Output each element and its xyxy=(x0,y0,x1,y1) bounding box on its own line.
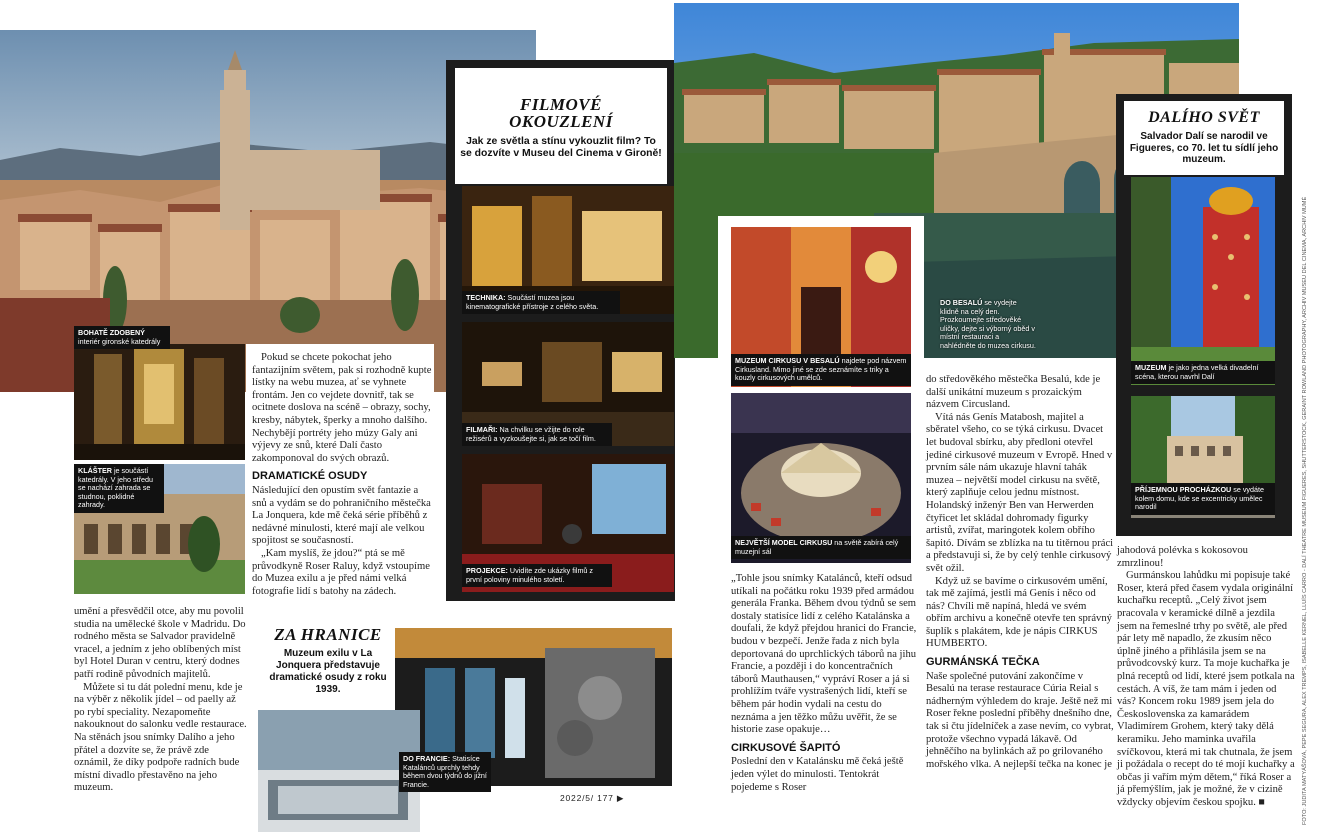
film-box-title-2: OKOUZLENÍ xyxy=(509,112,613,131)
paragraph: Můžete si tu dát polední menu, kde je na výběr z několik jídel – od paelly až po rybí speciality. Nezapomeňte nakouknout do salonku vedle restaurace. Na stěnách jsou snímky Dalího a jeho přátel a dozvíte se, že právě zde oznámil, že díky podpoře radních bude místní divadlo přestavěno na jeho muzeum. xyxy=(74,681,247,794)
paragraph: jahodová polévka s kokosovou zmrzlinou! xyxy=(1117,545,1248,569)
caption-projekce xyxy=(462,564,612,587)
caption-text: interiér gironské katedrály xyxy=(78,336,161,346)
heading-cirkusove-sapito: CIRKUSOVÉ ŠAPITÓ xyxy=(731,741,841,754)
exile-museum-photo-2 xyxy=(258,710,420,832)
paragraph: Vítá nás Genís Matabosh, majitel a sběratel všeho, co se týká cirkusu. Dvacet let budoval sbírku, aby předloni otevřel jediné cirkusové muzeum v Evropě. Hned v prvním sále nám ukazuje hlavní tahák muzea – největší model cirkusu na světě, který zaplňuje celou jednu místnost. Holandský inženýr Ben van Herwerden čtyřicet let skládal dohromady figurky artistů, zvířat, maringotek kolem obřího šapitó. Dívám se zblízka na tu titěrnou práci a představuji si, že by celý tenhle cirkusový svět ožil. xyxy=(926,411,1114,574)
photo-credit: FOTO: JUDITA MATYÁŠOVÁ, PEPE SEGURA, ALEX TREMPS, ISABELLE KERNEL, LLUÍS CARRO - DALÍ THEATRE MUSEUM FIGUERES, SHUTTERSTOCK, GERAINT ROWLAND PHOTOGRAPHY, ARCHIV MUSEU DEL CINEMA, ARCHIV MUMÉ xyxy=(1302,196,1308,825)
caption-cirkus xyxy=(731,354,911,386)
caption-bold: PŘÍJEMNOU PROCHÁZKOU xyxy=(1135,485,1232,494)
paragraph: umění a přesvědčil otce, aby mu povolil studia na umělecké škole v Madridu. Do rodného města se Salvador pravidelně vracel, a jedním z jeho oblíbených míst byl Hotel Duran v centru, který dodnes patří rodině původních majitelů. xyxy=(74,606,246,680)
article-col-2 xyxy=(74,606,248,795)
caption-do-francie xyxy=(399,752,491,792)
caption-technika xyxy=(462,291,620,314)
caption-text: je součástí katedrály. V jeho středu se nachází zahrada se studnou, poklidné zahrady. xyxy=(78,466,153,510)
right-col-3 xyxy=(1117,545,1297,809)
caption-dali-prochazka xyxy=(1131,483,1275,515)
caption-bold: FILMAŘI: xyxy=(466,425,498,434)
caption-text: najdete pod názvem Cirkusland. Mimo jiné se zde seznámíte s triky a kouzly cirkusových umělců. xyxy=(735,356,907,383)
paragraph: do středověkého městečka Besalú, kde je další unikátní muzeum s prozaickým názvem Circusland. xyxy=(926,374,1101,411)
paragraph: Naše společné putování zakončíme v Besalú na terase restaurace Cúria Reial s nádherným výhledem do kraje. Ještě než mi Roser řekne poslední příběhy dnešního dne, tak si čtu jídelníček a zase nevím, co vybrat, protože všechno vypadá lákavě. Od jehněčího na bylinkách až po grilovaného mořského vlka. A nejlepší tečka na konec je xyxy=(926,670,1114,770)
paragraph: „Kam myslíš, že jdou?“ ptá se mě průvodkyně Roser Raluy, když vstoupíme do Muzea exilu a je před námi velká fotografie lidí s batohy na zádech. xyxy=(252,547,430,597)
caption-text: se vydáte kolem domu, kde se excentricky umělec narodil xyxy=(1135,485,1265,512)
film-box-title-1: FILMOVÉ xyxy=(520,95,602,114)
caption-text: je jako jedna velká divadelní scéna, kterou navrhl Dalí xyxy=(1135,363,1259,381)
article-col-1 xyxy=(252,352,434,598)
paragraph: Následující den opustím svět fantazie a snů a vydám se do pohraničního městečka La Jonquera, kde mě čeká série příběhů z nedávné minulosti, které mají ale velkou spojitost se současností. xyxy=(252,484,431,547)
caption-bold: TECHNIKA: xyxy=(466,293,506,302)
caption-text: se vydejte klidně na celý den. Prozkoumejte středověké uličky, dejte si výborný oběd v místní restauraci a nahlédněte do muzea cirkusu. xyxy=(940,298,1036,350)
dali-box-title: DALÍHO SVĚT xyxy=(1148,109,1260,126)
caption-interior xyxy=(74,326,170,349)
heading-dramaticke-osudy: DRAMATICKÉ OSUDY xyxy=(252,470,368,483)
caption-bold: MUZEUM CIRKUSU V BESALÚ xyxy=(735,356,840,365)
caption-text: Součástí muzea jsou kinematografické přístroje z celého světa. xyxy=(466,293,599,311)
caption-text: Uvidíte zde ukázky filmů z první poloviny minulého století. xyxy=(466,566,594,584)
next-arrow-icon: ▶ xyxy=(616,793,625,803)
page-number xyxy=(560,793,640,804)
paragraph: Gurmánskou lahůdku mi popisuje také Roser, která před časem vydala originální kuchařku receptů. „Celý život jsem pracovala v keramické dílně a jezdila jsem na řemeslné trhy po světě, ale před pár lety mě napadlo, že zkusím něco úplně jiného a přihlásila jsem se na průvodcovský kurz. Ta moje kuchařka je plná receptů od lidí, které jsem potkala na cestách. A víš, že tam mám i jeden od vás? Koncem roku 1989 jsem jela do Československa za kamarádem Vladimírem Grohem, který taky dělá keramiku. Jeho maminka uvařila svíčkovou, která mi tak chutnala, že jsem ji požádala o recept do té mojí kuchařky a občas ji vařím mým dětem,“ říká Roser a já přemýšlím, jak je možné, že v cizině vždycky objevím českou spojku. ■ xyxy=(1117,570,1295,808)
page-number-text: 2022/5/ 177 xyxy=(560,793,614,803)
paragraph: „Tohle jsou snímky Katalánců, kteří odsud utíkali na počátku roku 1939 před armádou generála Franka. Během dvou týdnů se sem dostaly statisíce lidí z celého Katalánska a doufali, že když přejdou hranici do Francie, budou v bezpečí. Jenže řada z nich byla deportovaná do uprchlických táborů na jihu Francie, a později i do koncentračních táborů Mauthausen,“ vypráví Roser a já si prohlížím tváře vystrašených lidí, kteří se během pár hodin vydali na cestu do neznáma a jen těžko můžu uvěřit, že se historie zase opakuje… xyxy=(731,573,917,736)
hranice-subtitle: Muzeum exilu v La Jonquera představuje dramatické osudy z roku 1939. xyxy=(269,648,387,695)
caption-bold: NEJVĚTŠÍ MODEL CIRKUSU xyxy=(735,538,833,547)
caption-bold: MUZEUM xyxy=(1135,363,1167,372)
caption-bold: BOHATĚ ZDOBENÝ xyxy=(78,328,145,337)
heading-gurmanska-tecka: GURMÁNSKÁ TEČKA xyxy=(926,656,1040,669)
paragraph: Poslední den v Katalánsku mě čeká ještě jeden výlet do minulosti. Tentokrát pojedeme s Roser xyxy=(731,756,904,793)
caption-bold: PROJEKCE: xyxy=(466,566,508,575)
caption-text: Na chvilku se vžijte do role režisérů a vyzkoušejte si, jak se točí film. xyxy=(466,425,596,443)
right-col-2 xyxy=(926,374,1114,771)
hranice-title: ZA HRANICE xyxy=(274,625,382,644)
paragraph: Když už se bavíme o cirkusovém umění, tak mě zajímá, jestli má Genís i něco od nás? Chvíli mě napíná, hledá ve svém obřím archivu a konečně otevře ten správný šuplík s plakátem, kde je nápis CIRKUS HUMBERTO. xyxy=(926,575,1112,650)
paragraph: Pokud se chcete pokochat jeho fantazijním světem, pak si rozhodně kupte lístky na webu muzea, ať se vyhnete frontám. Jen co vejdete dovnitř, tak se ocitnete doslova na scéně – obrazy, sochy, kresby, nábytek, šperky a mnoho dalšího. Nechybějí portréty jeho múzy Galy ani výjevy ze snů, které Dalí často zakomponoval do svých obrazů. xyxy=(252,352,432,464)
film-box-subtitle: Jak ze světla a stínu vykouzlit film? To se dozvíte v Museu del Cinema v Gironě! xyxy=(460,136,662,159)
caption-dali-muzeum xyxy=(1131,361,1275,384)
caption-besalu xyxy=(936,296,1040,354)
caption-klaster xyxy=(74,464,164,513)
dali-museum-photo xyxy=(1131,177,1275,385)
caption-bold: KLÁŠTER xyxy=(78,466,112,475)
caption-filmari xyxy=(462,423,612,446)
dali-box-subtitle: Salvador Dalí se narodil ve Figueres, co 70. let tu sídlí jeho muzeum. xyxy=(1129,131,1279,166)
cathedral-interior-photo xyxy=(74,344,245,460)
caption-text: Statisíce Katalánců uprchly tehdy během dvou týdnů do jižní Francie. xyxy=(403,754,487,789)
caption-model xyxy=(731,536,911,559)
caption-bold: DO FRANCIE: xyxy=(403,754,451,763)
right-col-1 xyxy=(731,573,919,794)
caption-text: na světě zabírá celý muzejní sál xyxy=(735,538,899,556)
caption-bold: DO BESALÚ xyxy=(940,298,983,307)
